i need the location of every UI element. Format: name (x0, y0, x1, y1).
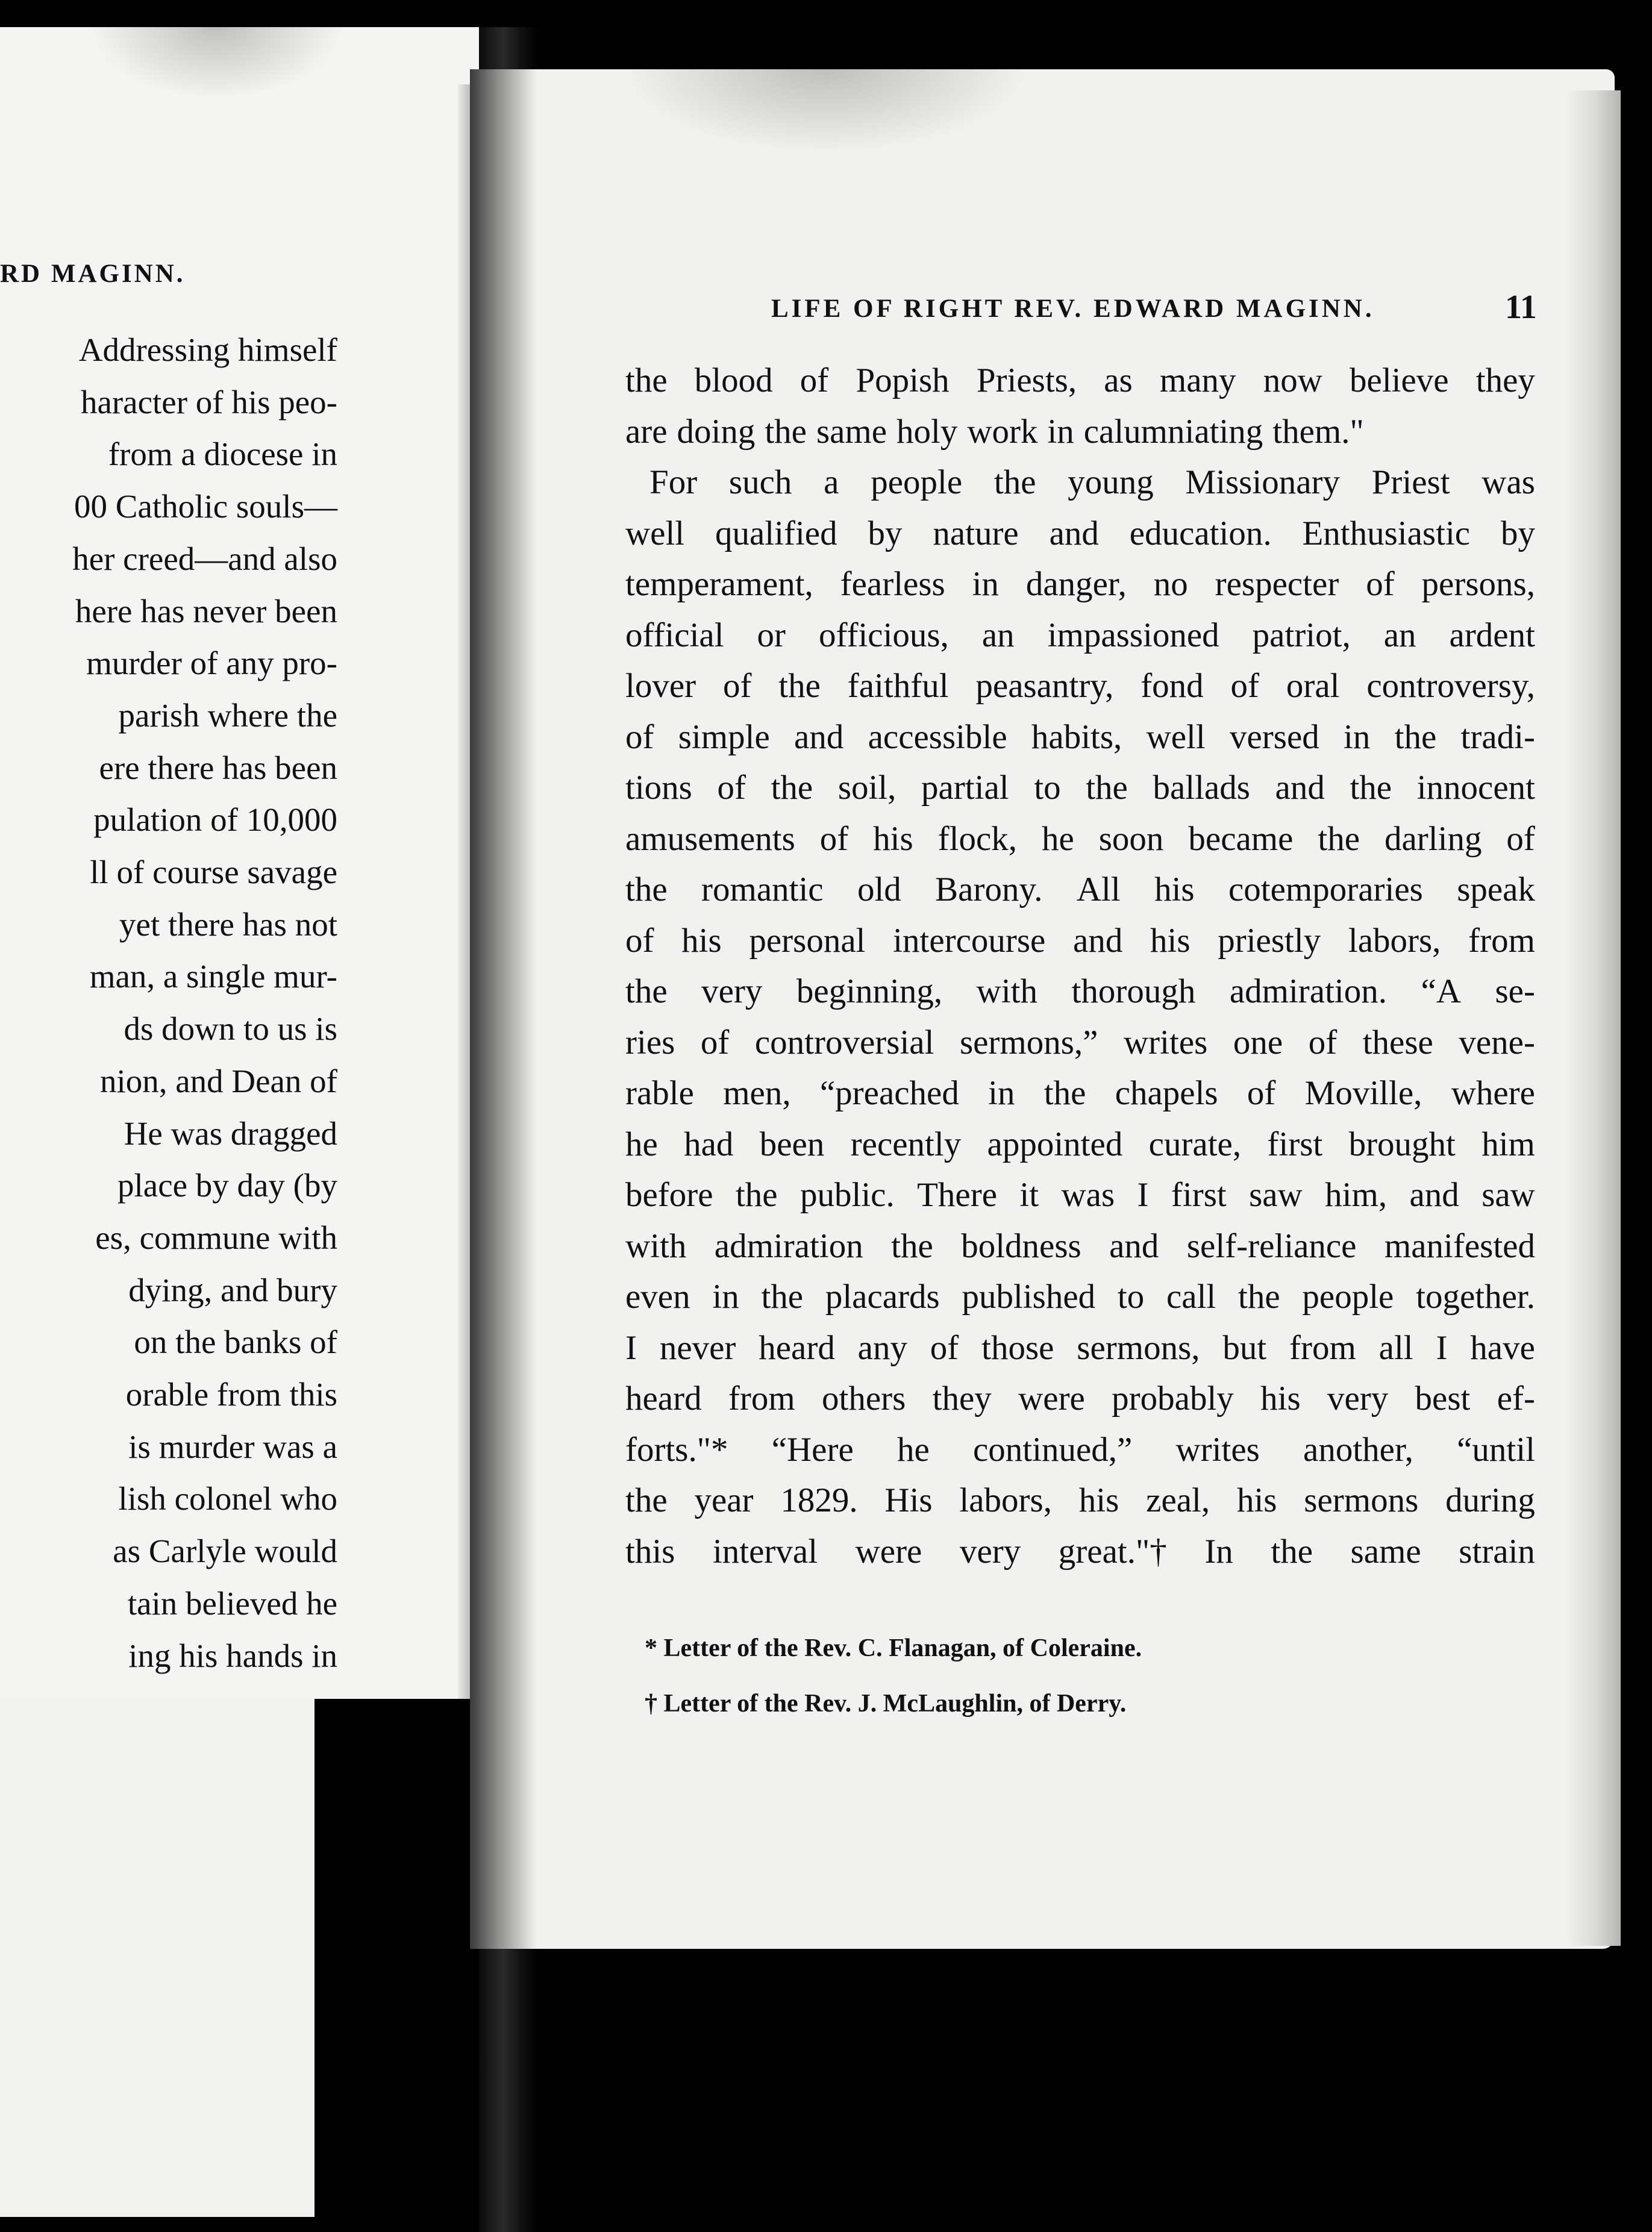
body-text-line: the romantic old Barony. All his cotemporaries speak (625, 871, 1535, 908)
footnote: * Letter of the Rev. C. Flanagan, of Coleraine. (645, 1634, 1142, 1662)
body-text-line: well qualified by nature and education. Enthusiastic by (625, 514, 1535, 552)
left-text-line: is murder was a (128, 1428, 337, 1465)
body-text-line: before the public. There it was I first saw him, and saw (625, 1176, 1535, 1214)
left-page-top-shadow (90, 27, 343, 99)
left-text-line: here has never been (75, 592, 337, 630)
left-text-line: lish colonel who (118, 1480, 337, 1518)
left-text-line: man, a single mur- (89, 958, 337, 995)
left-text-line: Addressing himself (78, 331, 337, 368)
left-text-line: pulation of 10,000 (93, 801, 337, 839)
left-text-line: nion, and Dean of (99, 1062, 337, 1099)
body-text-line: forts."* “Here he continued,” writes another, “until (625, 1430, 1535, 1469)
left-text-line: dying, and bury (128, 1271, 337, 1308)
left-text-line: her creed—and also (72, 540, 337, 577)
body-text-line: lover of the faithful peasantry, fond of oral controversy, (625, 667, 1535, 705)
left-text-line: haracter of his peo- (80, 383, 337, 420)
body-text-line: he had been recently appointed curate, first brought him (625, 1125, 1535, 1163)
page-number: 11 (1505, 289, 1537, 326)
left-text-line: ll of course savage (90, 854, 337, 891)
left-page-lower-sheet (0, 1699, 314, 2217)
left-text-line: ds down to us is (124, 1010, 337, 1048)
body-text-line: the blood of Popish Priests, as many now believe they (625, 361, 1535, 399)
body-text-line: amusements of his flock, he soon became the darling of (625, 819, 1535, 858)
running-head: LIFE OF RIGHT REV. EDWARD MAGINN. (771, 295, 1375, 323)
left-text-line: on the banks of (134, 1324, 337, 1361)
right-page-gutter-shadow (470, 69, 536, 1949)
body-text-line: the year 1829. His labors, his zeal, his sermons during (625, 1481, 1535, 1519)
body-text-line: For such a people the young Missionary Priest was (649, 463, 1535, 501)
left-text-line: as Carlyle would (113, 1533, 337, 1570)
left-text-line: tain believed he (127, 1584, 337, 1622)
left-page-text (0, 324, 337, 1682)
body-text-line: of simple and accessible habits, well versed in the tradi- (625, 717, 1535, 756)
left-text-line: yet there has not (119, 905, 337, 943)
left-text-line: ing his hands in (128, 1637, 337, 1674)
body-text-line: rable men, “preached in the chapels of Moville, where (625, 1074, 1535, 1112)
left-running-head: RD MAGINN. (0, 260, 186, 288)
footnotes (645, 1621, 1142, 1731)
left-text-line: place by day (by (117, 1167, 337, 1204)
body-text-line: official or officious, an impassioned patriot, an ardent (625, 616, 1535, 654)
body-text-line: I never heard any of those sermons, but from all I have (625, 1328, 1535, 1367)
right-page-edge (1566, 90, 1621, 1946)
body-text-line: with admiration the boldness and self-reliance manifested (625, 1227, 1535, 1265)
body-text-line: ries of controversial sermons,” writes one of these vene- (625, 1023, 1535, 1061)
body-text (625, 355, 1535, 1577)
body-text-line: the very beginning, with thorough admiration. “A se- (625, 972, 1535, 1010)
body-text-line: tions of the soil, partial to the ballads and the innocent (625, 769, 1535, 807)
left-text-line: from a diocese in (108, 436, 337, 473)
left-text-line: orable from this (125, 1376, 337, 1413)
body-text-line: temperament, fearless in danger, no respecter of persons, (625, 565, 1535, 603)
body-text-line: even in the placards published to call the people together. (625, 1278, 1535, 1316)
body-text-line: of his personal intercourse and his priestly labors, from (625, 921, 1535, 960)
right-page-top-shadow (621, 69, 1030, 154)
left-text-line: ere there has been (99, 749, 337, 786)
body-text-line: are doing the same holy work in calumniating them." (625, 412, 1364, 451)
left-text-line: He was dragged (124, 1114, 337, 1152)
left-text-line: murder of any pro- (86, 645, 337, 682)
body-text-line: this interval were very great."† In the same strain (625, 1532, 1535, 1571)
left-text-line: 00 Catholic souls— (74, 488, 337, 525)
body-text-line: heard from others they were probably his very best ef- (625, 1380, 1535, 1418)
left-text-line: es, commune with (95, 1219, 337, 1256)
footnote: † Letter of the Rev. J. McLaughlin, of Derry. (645, 1690, 1127, 1718)
left-text-line: parish where the (118, 696, 337, 734)
